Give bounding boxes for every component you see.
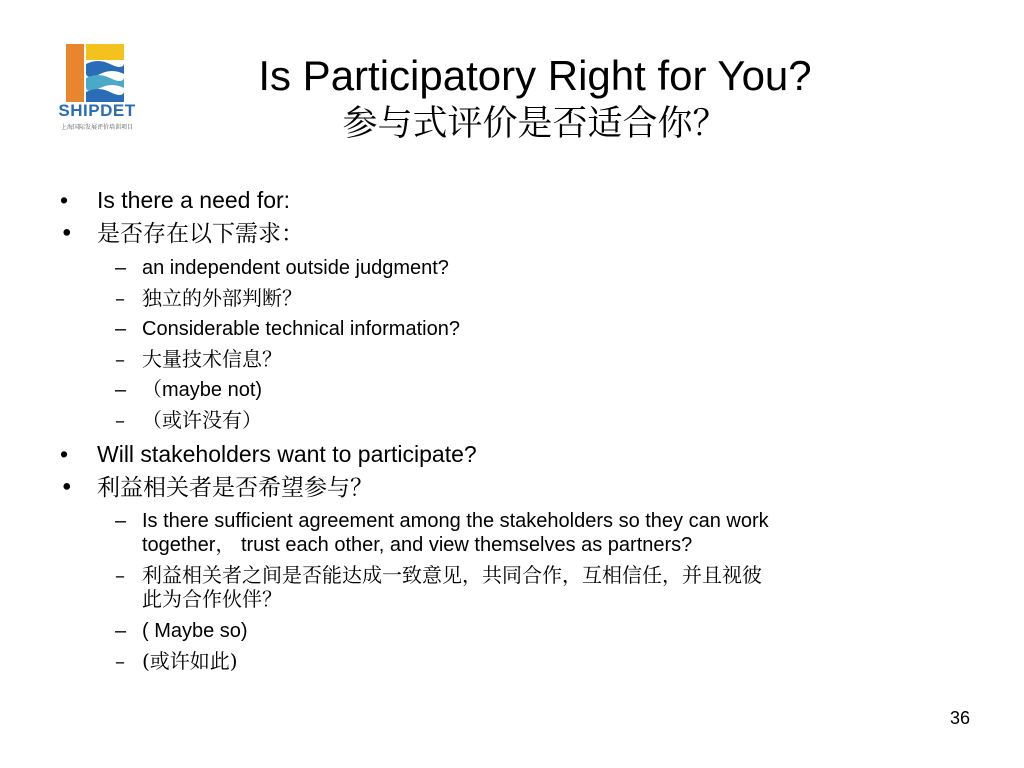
subbullet-marker: – (115, 379, 127, 401)
title-chinese: 参与式评价是否适合你？ (342, 104, 728, 144)
subbullet-text-line-2: 此为合作伙伴？ (142, 587, 282, 611)
subbullet-marker: – (115, 563, 125, 587)
subbullet-marker: – (115, 649, 125, 673)
bullet-marker: • (60, 475, 74, 501)
slide-title (140, 50, 930, 146)
logo-subtitle: 上海国际发展评价培训项目 (60, 124, 133, 131)
page-number: 36 (949, 708, 970, 728)
subbullet-text-line-2: together， trust each other, and view themselves as partners? (142, 534, 693, 556)
bullet-text: Will stakeholders want to participate? (97, 441, 477, 467)
subbullet-marker: – (115, 510, 127, 532)
subbullet-text: （maybe not) (142, 379, 263, 401)
logo-wordmark: SHIPDET (58, 101, 136, 120)
shipdet-logo (52, 44, 142, 134)
subbullet-marker: – (115, 318, 127, 340)
title-english: Is Participatory Right for You? (258, 52, 812, 99)
shipdet-logo-mark (66, 44, 124, 102)
subbullet-marker: – (115, 286, 125, 310)
bullet-marker: • (60, 441, 69, 467)
bullet-text: 是否存在以下需求： (97, 221, 304, 247)
bullet-marker: • (60, 221, 74, 247)
subbullet-marker: – (115, 257, 127, 279)
bullet-marker: • (60, 187, 69, 213)
subbullet-marker: – (115, 347, 125, 371)
subbullet-text: an independent outside judgment? (142, 257, 449, 279)
subbullet-text: Considerable technical information? (142, 318, 460, 340)
subbullet-text: （或许没有） (142, 408, 262, 432)
subbullet-text-line-1: Is there sufficient agreement among the stakeholders so they can work (142, 510, 769, 532)
subbullet-text: ( Maybe so) (142, 620, 248, 642)
bullet-text: 利益相关者是否希望参与？ (97, 475, 373, 501)
bullet-text: Is there a need for: (97, 187, 291, 213)
subbullet-text: 大量技术信息？ (142, 347, 282, 371)
subbullet-text: 独立的外部判断？ (142, 286, 302, 310)
subbullet-text-line-1: 利益相关者之间是否能达成一致意见，共同合作，互相信任，并且视彼 (142, 563, 762, 587)
subbullet-marker: – (115, 620, 127, 642)
subbullet-text: (或许如此) (142, 649, 238, 673)
subbullet-marker: – (115, 408, 125, 432)
